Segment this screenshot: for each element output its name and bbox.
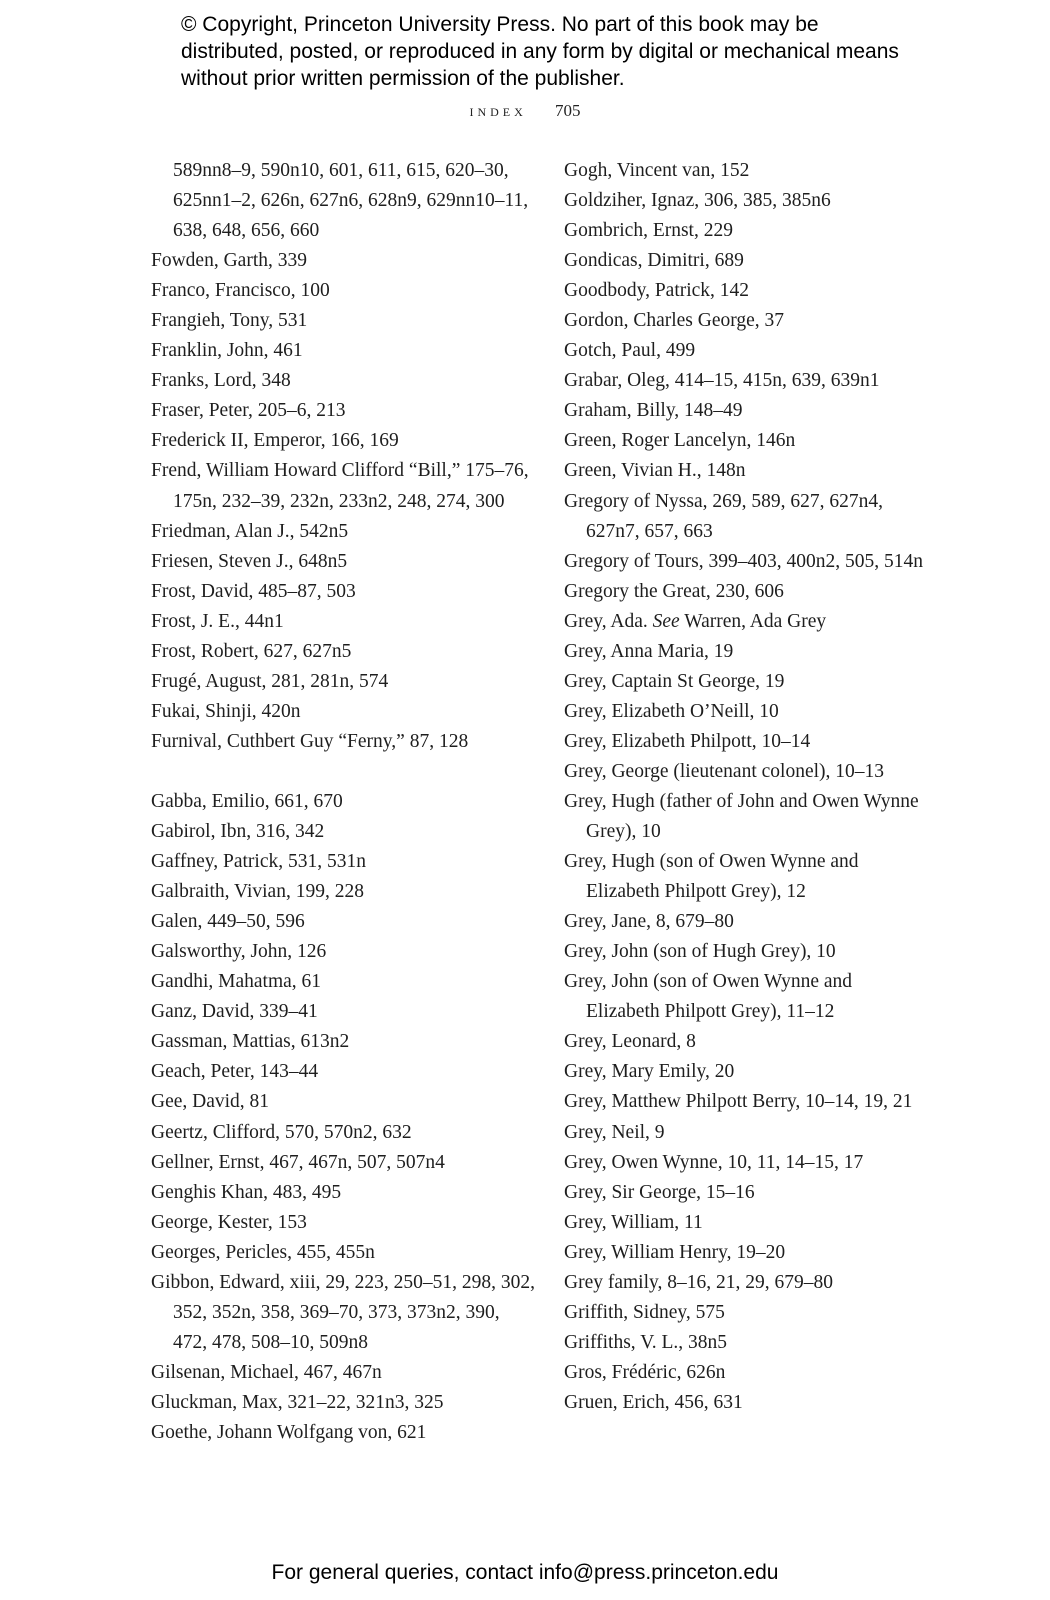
index-entry [564, 577, 924, 607]
index-entry-text: Gros, Frédéric, 626n [564, 1361, 726, 1383]
page-number: 705 [555, 101, 581, 120]
index-entry-text: Grey, Hugh (father of John and Owen Wynne Grey), 10 [564, 790, 919, 843]
index-entry-text: Grey, Anna Maria, 19 [564, 640, 734, 662]
index-entry [151, 1388, 536, 1418]
index-entry-text: Gellner, Ernst, 467, 467n, 507, 507n4 [151, 1151, 445, 1173]
index-entry [564, 366, 924, 396]
index-entry-text: Grabar, Oleg, 414–15, 415n, 639, 639n1 [564, 370, 880, 392]
index-entry [564, 547, 924, 577]
index-entry [151, 667, 536, 697]
index-entry-text: Grey, Jane, 8, 679–80 [564, 911, 734, 933]
index-entry-text: Goethe, Johann Wolfgang von, 621 [151, 1421, 427, 1443]
index-entry [151, 1268, 536, 1358]
index-entry [564, 907, 924, 937]
index-entry-text: Grey, Neil, 9 [564, 1121, 665, 1143]
index-entry [151, 276, 536, 306]
index-entry [151, 1418, 536, 1448]
index-entry [564, 426, 924, 456]
index-entry [151, 1358, 536, 1388]
index-entry-text: Griffith, Sidney, 575 [564, 1301, 725, 1323]
index-entry [151, 727, 536, 757]
index-entry [564, 246, 924, 276]
index-entry [564, 1358, 924, 1388]
index-entry [151, 967, 536, 997]
index-entry [564, 216, 924, 246]
index-entry [151, 1118, 536, 1148]
index-entry [564, 336, 924, 366]
index-entry [564, 1178, 924, 1208]
index-entry [151, 156, 536, 246]
index-entry-text: Goodbody, Patrick, 142 [564, 280, 750, 302]
index-entry-text: Grey, Elizabeth Philpott, 10–14 [564, 730, 811, 752]
running-head-label: index [469, 101, 527, 120]
index-entry-text: Gilsenan, Michael, 467, 467n [151, 1361, 382, 1383]
index-entry [564, 1298, 924, 1328]
index-entry [564, 757, 924, 787]
index-entry-text: Griffiths, V. L., 38n5 [564, 1331, 728, 1353]
index-entry-text: Grey, Hugh (son of Owen Wynne and Elizabeth Philpott Grey), 12 [564, 851, 859, 903]
index-entry-text: Grey, William, 11 [564, 1211, 703, 1233]
running-head [0, 101, 1050, 121]
index-entry-text: Gee, David, 81 [151, 1091, 270, 1113]
index-entry [151, 1148, 536, 1178]
index-entry-text: Frederick II, Emperor, 166, 169 [151, 430, 399, 452]
index-entry [151, 937, 536, 967]
index-column-right [564, 156, 924, 1418]
index-entry-text: 589nn8–9, 590n10, 601, 611, 615, 620–30, 625nn1–2, 626n, 627n6, 628n9, 629nn10–11, 638, 648, 656, 660 [173, 160, 529, 242]
index-entry-text: Gogh, Vincent van, 152 [564, 160, 750, 181]
index-entry [564, 1268, 924, 1298]
index-entry-text: Gregory the Great, 230, 606 [564, 580, 784, 602]
index-entry [151, 1178, 536, 1208]
index-entry-text: Frugé, August, 281, 281n, 574 [151, 670, 389, 692]
index-entry [564, 1118, 924, 1148]
index-entry [151, 306, 536, 336]
index-entry [564, 396, 924, 426]
index-entry-text: Genghis Khan, 483, 495 [151, 1181, 342, 1203]
index-entry [151, 817, 536, 847]
index-entry-text: Green, Vivian H., 148n [564, 460, 746, 482]
index-entry-text: Goldziher, Ignaz, 306, 385, 385n6 [564, 190, 831, 212]
index-entry [151, 637, 536, 667]
index-entry-text: Franklin, John, 461 [151, 340, 303, 362]
letter-group-gap [151, 757, 536, 787]
index-entry-text: Gaffney, Patrick, 531, 531n [151, 851, 366, 873]
index-entry [564, 667, 924, 697]
index-entry [151, 246, 536, 276]
index-entry [564, 306, 924, 336]
index-entry [564, 847, 924, 907]
see-reference-label: See [652, 610, 680, 632]
index-entry-text: Franks, Lord, 348 [151, 370, 291, 392]
index-entry-text: Geach, Peter, 143–44 [151, 1061, 319, 1083]
index-entry-text: Gombrich, Ernst, 229 [564, 220, 733, 242]
index-entry-text: Gregory of Tours, 399–403, 400n2, 505, 514n [564, 550, 923, 572]
index-entry [564, 1057, 924, 1087]
index-entry-text: Gordon, Charles George, 37 [564, 310, 785, 332]
index-entry-text: Grey, Elizabeth O’Neill, 10 [564, 700, 779, 722]
footer-contact: For general queries, contact info@press.princeton.edu [271, 1561, 779, 1584]
index-entry [564, 697, 924, 727]
index-entry [564, 1328, 924, 1358]
index-entry [151, 1087, 536, 1117]
index-entry-text: Graham, Billy, 148–49 [564, 400, 743, 422]
index-entry-text: Frangieh, Tony, 531 [151, 310, 308, 332]
index-entry-text: Gruen, Erich, 456, 631 [564, 1391, 743, 1413]
index-entry [151, 877, 536, 907]
index-entry [151, 456, 536, 516]
see-reference-target: Warren, Ada Grey [684, 610, 827, 632]
index-entry-text: Georges, Pericles, 455, 455n [151, 1241, 375, 1263]
index-entry-text: Franco, Francisco, 100 [151, 280, 330, 302]
index-entry-text: Grey, George (lieutenant colonel), 10–13 [564, 760, 885, 782]
index-entry [151, 366, 536, 396]
index-entry [564, 937, 924, 967]
index-entry-text: Grey, Sir George, 15–16 [564, 1181, 755, 1203]
index-entry-text: Gassman, Mattias, 613n2 [151, 1031, 350, 1053]
index-entry [564, 727, 924, 757]
index-entry [151, 426, 536, 456]
index-entry-text: Gibbon, Edward, xiii, 29, 223, 250–51, 298, 302, 352, 352n, 358, 369–70, 373, 373n2, 390, 472, 478, 508–10, 509n8 [151, 1271, 536, 1353]
index-entry [151, 547, 536, 577]
index-entry [151, 697, 536, 727]
index-entry [564, 276, 924, 306]
index-column-left [151, 156, 536, 1448]
index-entry [151, 607, 536, 637]
index-entry [564, 787, 924, 847]
index-entry-text: Grey, Leonard, 8 [564, 1031, 696, 1053]
index-entry [151, 787, 536, 817]
index-entry [564, 156, 924, 186]
index-entry [151, 1027, 536, 1057]
index-entry [151, 517, 536, 547]
index-entry-text: Grey, William Henry, 19–20 [564, 1241, 786, 1263]
index-entry [564, 1388, 924, 1418]
index-entry-text: Grey family, 8–16, 21, 29, 679–80 [564, 1271, 833, 1293]
index-entry [151, 907, 536, 937]
index-entry [151, 577, 536, 607]
index-entry-text: Galbraith, Vivian, 199, 228 [151, 881, 364, 903]
index-entry-text: Geertz, Clifford, 570, 570n2, 632 [151, 1121, 412, 1143]
index-entry [564, 607, 924, 637]
index-entry-text: Grey, Ada. [564, 610, 648, 632]
index-entry [151, 847, 536, 877]
index-entry-text: Fowden, Garth, 339 [151, 250, 307, 272]
index-entry-text: Frost, J. E., 44n1 [151, 610, 284, 632]
index-entry [151, 1238, 536, 1268]
index-entry [564, 1148, 924, 1178]
copyright-notice: © Copyright, Princeton University Press. No part of this book may be distributed, posted, or reproduced in any form by digital or mechanical means without prior written permission of the publisher. [181, 13, 899, 90]
index-entry-text: Fukai, Shinji, 420n [151, 700, 301, 722]
index-entry-text: Grey, Owen Wynne, 10, 11, 14–15, 17 [564, 1151, 864, 1173]
index-entry-text: Gabba, Emilio, 661, 670 [151, 790, 343, 812]
index-entry-text: Gregory of Nyssa, 269, 589, 627, 627n4, 627n7, 657, 663 [564, 490, 884, 542]
index-entry-text: Galsworthy, John, 126 [151, 941, 327, 963]
index-entry-text: Ganz, David, 339–41 [151, 1001, 318, 1023]
index-entry [564, 967, 924, 1027]
index-entry-text: Friesen, Steven J., 648n5 [151, 550, 348, 572]
index-entry [564, 1238, 924, 1268]
index-entry-text: Gabirol, Ibn, 316, 342 [151, 821, 325, 843]
index-entry-text: Frend, William Howard Clifford “Bill,” 175–76, 175n, 232–39, 232n, 233n2, 248, 274, 300 [151, 460, 529, 512]
index-entry-text: Gluckman, Max, 321–22, 321n3, 325 [151, 1391, 444, 1413]
index-entry [564, 1027, 924, 1057]
index-entry [151, 396, 536, 426]
index-entry-text: Gotch, Paul, 499 [564, 340, 696, 362]
index-entry-text: Green, Roger Lancelyn, 146n [564, 430, 796, 452]
index-entry [564, 186, 924, 216]
index-entry [564, 1208, 924, 1238]
index-entry-text: Grey, John (son of Owen Wynne and Elizabeth Philpott Grey), 11–12 [564, 971, 853, 1023]
index-entry-text: Fraser, Peter, 205–6, 213 [151, 400, 346, 422]
index-entry-text: Grey, John (son of Hugh Grey), 10 [564, 941, 836, 963]
index-entry [564, 456, 924, 486]
index-entry-text: Furnival, Cuthbert Guy “Ferny,” 87, 128 [151, 730, 469, 752]
index-entry [151, 1057, 536, 1087]
index-entry-text: Grey, Mary Emily, 20 [564, 1061, 735, 1083]
index-entry-text: George, Kester, 153 [151, 1211, 307, 1233]
index-entry-text: Grey, Captain St George, 19 [564, 670, 785, 692]
index-entry [151, 997, 536, 1027]
index-entry [564, 637, 924, 667]
index-entry [564, 487, 924, 547]
index-entry-text: Gandhi, Mahatma, 61 [151, 971, 322, 993]
index-entry [564, 1087, 924, 1117]
index-entry [151, 1208, 536, 1238]
index-entry-text: Friedman, Alan J., 542n5 [151, 520, 349, 542]
index-entry-text: Gondicas, Dimitri, 689 [564, 250, 744, 272]
index-entry-text: Frost, David, 485–87, 503 [151, 580, 356, 602]
index-entry-text: Frost, Robert, 627, 627n5 [151, 640, 352, 662]
index-entry-text: Galen, 449–50, 596 [151, 911, 305, 933]
index-entry [151, 336, 536, 366]
index-entry-text: Grey, Matthew Philpott Berry, 10–14, 19, 21 [564, 1091, 913, 1113]
